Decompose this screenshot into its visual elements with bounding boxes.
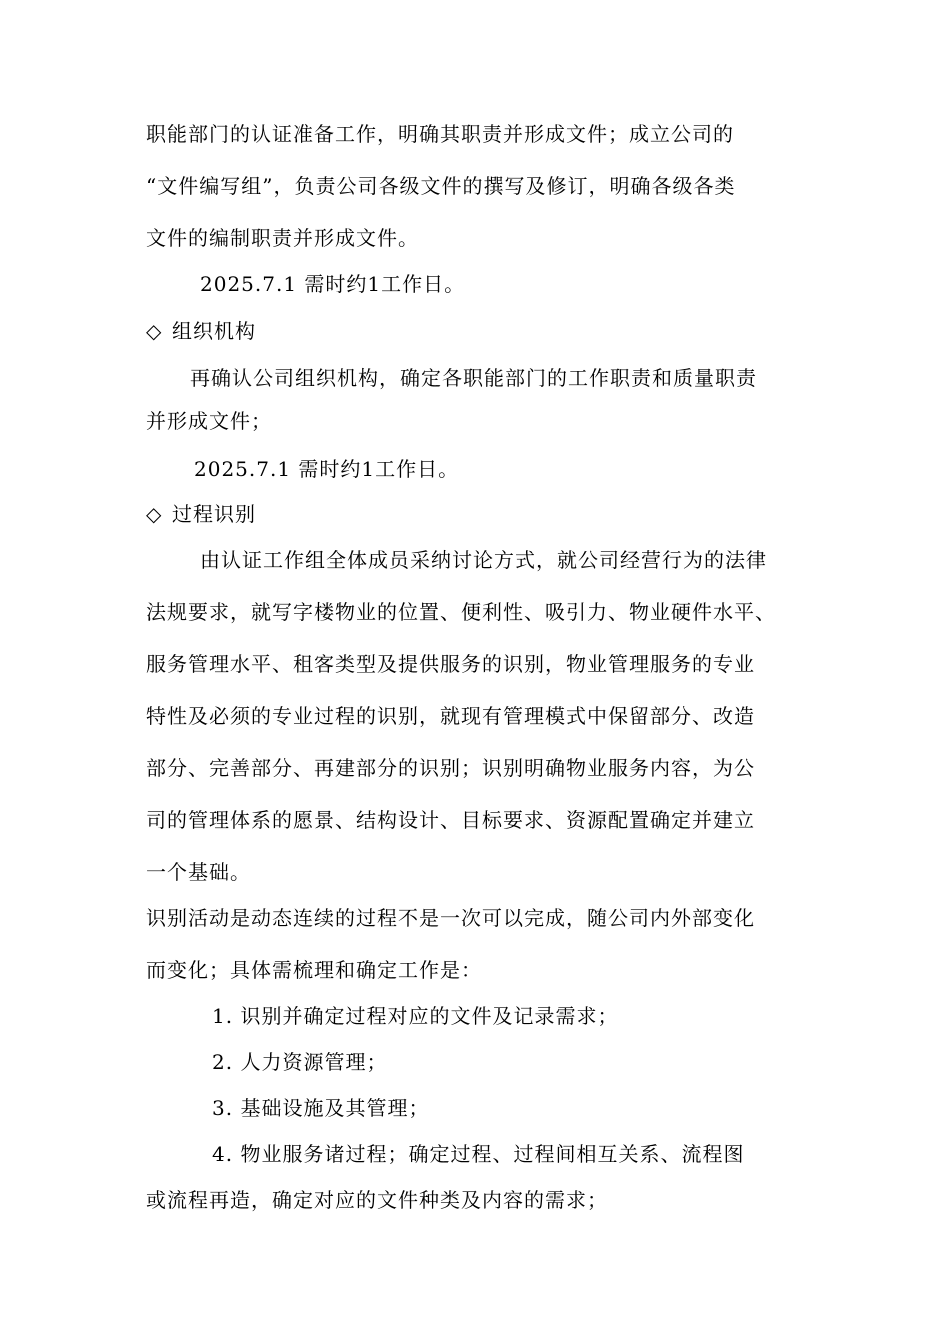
list-item-3: 3. 基础设施及其管理； <box>212 1096 430 1120</box>
activity-line-2: 而变化；具体需梳理和确定工作是： <box>146 958 482 982</box>
list-item-1: 1. 识别并确定过程对应的文件及记录需求； <box>212 1004 619 1028</box>
intro-line-3: 文件的编制职责并形成文件。 <box>146 226 419 250</box>
org-line-1: 再确认公司组织机构，确定各职能部门的工作职责和质量职责 <box>190 366 757 390</box>
list-item-4-continued: 或流程再造，确定对应的文件种类及内容的需求； <box>146 1188 608 1212</box>
process-line-4: 特性及必须的专业过程的识别，就现有管理模式中保留部分、改造 <box>146 704 755 728</box>
diamond-bullet-icon: ◇ <box>146 319 163 343</box>
intro-line-2: “文件编写组”，负责公司各级文件的撰写及修订，明确各级各类 <box>146 174 736 198</box>
process-line-7: 一个基础。 <box>146 860 251 884</box>
process-line-6: 司的管理体系的愿景、结构设计、目标要求、资源配置确定并建立 <box>146 808 755 832</box>
section-heading-process <box>146 500 256 528</box>
section-heading-org <box>146 317 256 345</box>
activity-line-1: 识别活动是动态连续的过程不是一次可以完成，随公司内外部变化 <box>146 906 755 930</box>
intro-line-1: 职能部门的认证准备工作，明确其职责并形成文件；成立公司的 <box>146 122 734 146</box>
process-line-2: 法规要求，就写字楼物业的位置、便利性、吸引力、物业硬件水平、 <box>146 600 776 624</box>
process-line-1: 由认证工作组全体成员采纳讨论方式，就公司经营行为的法律 <box>200 548 767 572</box>
date-note-1: 2025.7.1 需时约1工作日。 <box>200 272 466 296</box>
section-title-process: 过程识别 <box>172 502 256 526</box>
section-title-org: 组织机构 <box>172 319 256 343</box>
diamond-bullet-icon: ◇ <box>146 502 163 526</box>
process-line-3: 服务管理水平、租客类型及提供服务的识别，物业管理服务的专业 <box>146 652 755 676</box>
process-line-5: 部分、完善部分、再建部分的识别；识别明确物业服务内容，为公 <box>146 756 755 780</box>
list-item-4: 4. 物业服务诸过程；确定过程、过程间相互关系、流程图 <box>212 1142 745 1166</box>
list-item-2: 2. 人力资源管理； <box>212 1050 388 1074</box>
date-note-2: 2025.7.1 需时约1工作日。 <box>194 457 460 481</box>
org-line-2: 并形成文件； <box>146 409 272 433</box>
